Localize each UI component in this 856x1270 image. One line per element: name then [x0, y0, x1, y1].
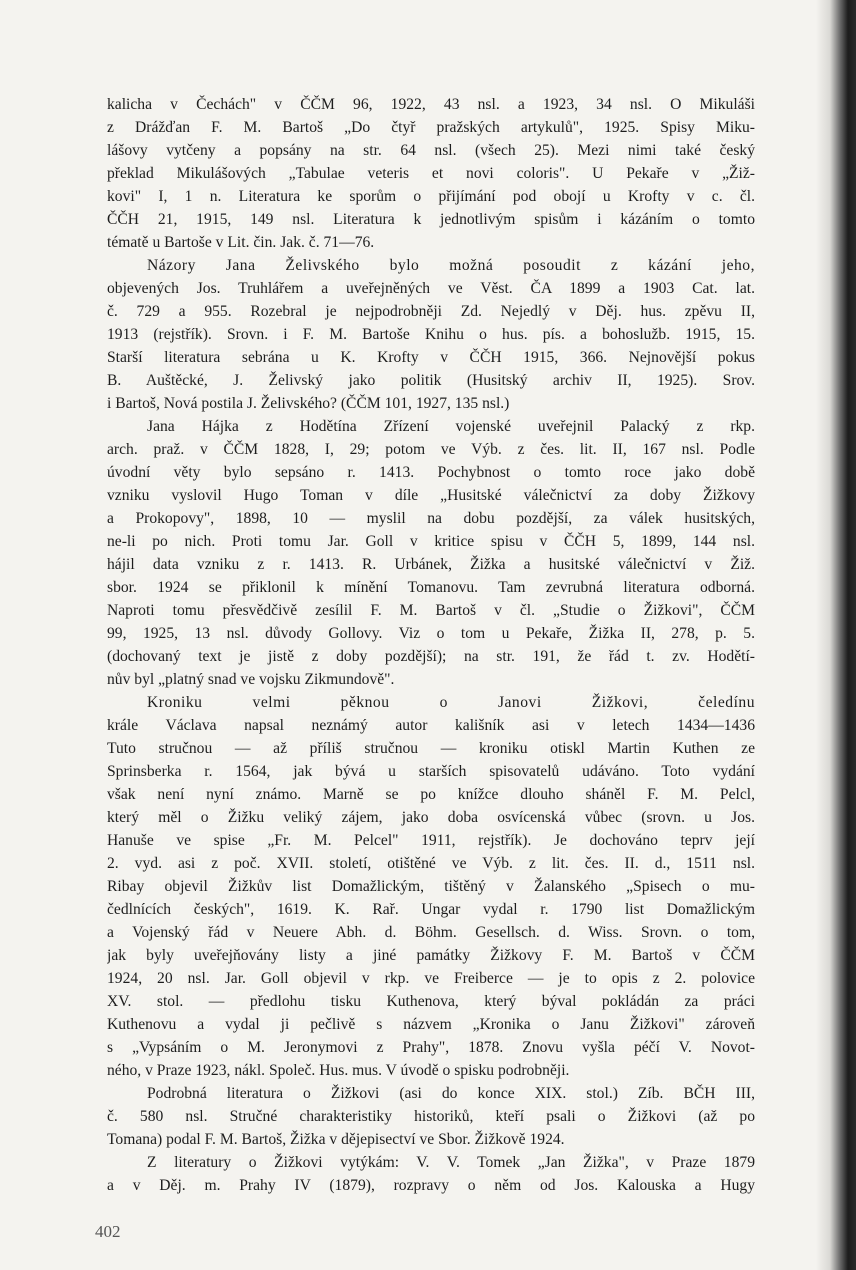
- text-line: hájil data vzniku z r. 1413. R. Urbánek, Žižka a husitské válečnictví v Žiž.: [107, 556, 755, 573]
- text-line: arch. praž. v ČČM 1828, I, 29; potom ve Výb. z čes. lit. II, 167 nsl. Podle: [107, 441, 755, 458]
- text-line: jak byly uveřejňovány listy a jiné památky Žižkovy F. M. Bartoš v ČČM: [107, 947, 755, 964]
- text-line: a Vojenský řád v Neuere Abh. d. Böhm. Gesellsch. d. Wiss. Srovn. o tom,: [107, 924, 755, 941]
- text-line: Z literatury o Žižkovi vytýkám: V. V. Tomek „Jan Žižka", v Praze 1879: [147, 1154, 755, 1171]
- text-line: s „Vypsáním o M. Jeronymovi z Prahy", 1878. Znovu vyšla péčí V. Novot-: [107, 1039, 755, 1056]
- text-line: kovi" I, 1 n. Literatura ke sporům o přijímání pod obojí u Krofty v c. čl.: [107, 188, 755, 205]
- text-line: Jana Hájka z Hodětína Zřízení vojenské uveřejnil Palacký z rkp.: [147, 418, 755, 435]
- text-line: krále Václava napsal neznámý autor kališník asi v letech 1434—1436: [107, 717, 755, 734]
- text-line: i Bartoš, Nová postila J. Želivského? (ČČM 101, 1927, 135 nsl.): [107, 395, 510, 412]
- text-line: vzniku vyslovil Hugo Toman v díle „Husitské válečnictví za doby Žižkovy: [107, 487, 755, 504]
- text-line: z Drážďan F. M. Bartoš „Do čtyř pražských artykulů", 1925. Spisy Miku-: [107, 119, 755, 136]
- text-line: Kuthenovu a vydal ji pečlivě s názvem „Kronika o Janu Žižkovi" zároveň: [107, 1016, 755, 1033]
- text-line: Kroniku velmi pěknou o Janovi Žižkovi, čeledínu: [147, 694, 755, 711]
- text-line: překlad Mikulášových „Tabulae veteris et novi coloris". U Pekaře v „Žiž-: [107, 165, 755, 182]
- text-line: ne-li po nich. Proti tomu Jar. Goll v kritice spisu v ČČH 5, 1899, 144 nsl.: [107, 533, 755, 550]
- text-line: (dochovaný text je jistě z doby pozdější); na str. 191, že řád t. zv. Hodětí-: [107, 648, 755, 665]
- text-line: nův byl „platný snad ve vojsku Zikmundově".: [107, 671, 395, 688]
- text-line: Ribay objevil Žižkův list Domažlickým, tištěný v Žalanského „Spisech o mu-: [107, 878, 755, 895]
- text-line: Tomana) podal F. M. Bartoš, Žižka v dějepisectví ve Sbor. Žižkově 1924.: [107, 1131, 565, 1148]
- text-line: Hanuše ve spise „Fr. M. Pelcel" 1911, rejstřík). Je dochováno teprv její: [107, 832, 755, 849]
- text-line: a v Děj. m. Prahy IV (1879), rozpravy o něm od Jos. Kalouska a Hugy: [107, 1177, 755, 1194]
- page-number: 402: [95, 1222, 121, 1241]
- text-line: ČČH 21, 1915, 149 nsl. Literatura k jednotlivým spisům i kázáním o tomto: [107, 211, 755, 228]
- text-line: 1924, 20 nsl. Jar. Goll objevil v rkp. ve Freiberce — je to opis z 2. polovice: [107, 970, 755, 987]
- text-line: Názory Jana Želivského bylo možná posoudit z kázání jeho,: [147, 257, 755, 274]
- text-line: sbor. 1924 se přiklonil k mínění Tomanovu. Tam zevrubná literatura odborná.: [107, 579, 755, 596]
- text-line: a Prokopovy", 1898, 10 — myslil na dobu pozdější, za válek husitských,: [107, 510, 755, 527]
- book-spine-edge: [816, 0, 856, 1270]
- text-line: tématě u Bartoše v Lit. čin. Jak. č. 71—76.: [107, 234, 375, 251]
- text-line: B. Auštěcké, J. Želivský jako politik (Husitský archiv II, 1925). Srov.: [107, 372, 755, 389]
- text-line: čedlnících českých", 1619. K. Rař. Ungar vydal r. 1790 list Domažlickým: [107, 901, 755, 918]
- text-line: objevených Jos. Truhlářem a uveřejněných ve Věst. ČA 1899 a 1903 Cat. lat.: [107, 280, 755, 297]
- text-line: ného, v Praze 1923, nákl. Společ. Hus. mus. V úvodě o spisku podrobněji.: [107, 1062, 570, 1079]
- text-line: 2. vyd. asi z poč. XVII. století, otištěné ve Výb. z lit. čes. II. d., 1511 nsl.: [107, 855, 755, 872]
- text-line: č. 729 a 955. Rozebral je nejpodrobněji Zd. Nejedlý v Děj. hus. zpěvu II,: [107, 303, 755, 320]
- text-line: XV. stol. — předlohu tisku Kuthenova, který býval pokládán za práci: [107, 993, 755, 1010]
- text-line: lášovy vytčeny a popsány na str. 64 nsl. (všech 25). Mezi nimi také český: [107, 142, 755, 159]
- text-line: Tuto stručnou — až příliš stručnou — kroniku otiskl Martin Kuthen ze: [107, 740, 755, 757]
- text-line: 1913 (rejstřík). Srovn. i F. M. Bartoše Knihu o hus. pís. a bohoslužb. 1915, 15.: [107, 326, 755, 343]
- text-line: Sprinsberka r. 1564, jak bývá u starších spisovatelů udáváno. Toto vydání: [107, 763, 755, 780]
- text-line: který měl o Žižku veliký zájem, jako doba osvícenská vůbec (srovn. u Jos.: [107, 809, 755, 826]
- text-line: kalicha v Čechách" v ČČM 96, 1922, 43 nsl. a 1923, 34 nsl. O Mikuláši: [107, 96, 755, 113]
- text-line: však není nyní známo. Marně se po knížce dlouho sháněl F. M. Pelcl,: [107, 786, 755, 803]
- text-line: Starší literatura sebrána u K. Krofty v ČČH 1915, 366. Nejnovější pokus: [107, 349, 755, 366]
- text-line: Podrobná literatura o Žižkovi (asi do konce XIX. stol.) Zíb. BČH III,: [147, 1085, 755, 1102]
- text-line: úvodní věty bylo sepsáno r. 1413. Pochybnost o tomto roce jako době: [107, 464, 755, 481]
- text-line: 99, 1925, 13 nsl. důvody Gollovy. Viz o tom u Pekaře, Žižka II, 278, p. 5.: [107, 625, 755, 642]
- text-line: č. 580 nsl. Stručné charakteristiky historiků, kteří psali o Žižkovi (až po: [107, 1108, 755, 1125]
- text-line: Naproti tomu přesvědčivě zesílil F. M. Bartoš v čl. „Studie o Žižkovi", ČČM: [107, 602, 755, 619]
